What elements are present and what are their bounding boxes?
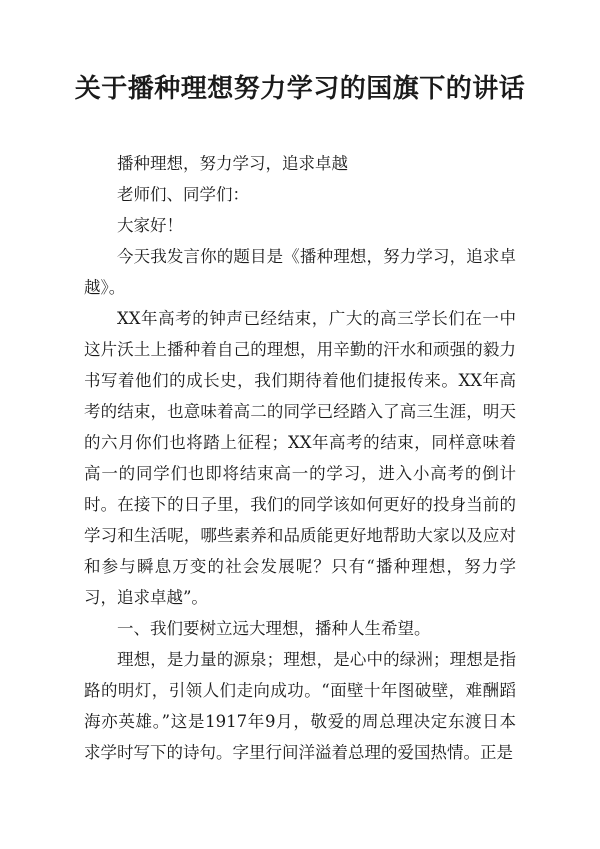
paragraph-section-heading: 一、我们要树立远大理想，播种人生希望。 <box>117 619 431 638</box>
paragraph-greeting: 大家好！ <box>117 216 183 235</box>
paragraph-salutation: 老师们、同学们： <box>117 185 249 204</box>
paragraph-topic: 今天我发言你的题目是《播种理想，努力学习，追求卓越》。 <box>84 247 516 297</box>
paragraph-body: XX年高考的钟声已经结束，广大的高三学长们在一中这片沃土上播种着自己的理想，用辛勤的汗水和顽强的毅力书写着他们的成长史，我们期待着他们捷报传来。XX年高考的结束，也意味着高二的同学已经踏入了高三生涯，明天的六月你们也将踏上征程；XX年高考的结束，同样意味着高一的同学们也即将结束高一的学习，进入小高考的倒计时。在接下的日子里，我们的同学该如何更好的投身当前的学习和生活呢，哪些素养和品质能更好地帮助大家以及应对和参与瞬息万变的社会发展呢？只有“播种理想，努力学习，追求卓越”。 <box>84 309 516 607</box>
document-body <box>84 148 516 768</box>
paragraph-body: 理想，是力量的源泉；理想，是心中的绿洲；理想是指路的明灯，引领人们走向成功。“面壁十年图破壁，难酬蹈海亦英雄。”这是1917年9月，敬爱的周总理决定东渡日本求学时写下的诗句。字里行间洋溢着总理的爱国热情。正是 <box>84 650 516 762</box>
paragraph-subtitle: 播种理想，努力学习，追求卓越 <box>117 154 348 173</box>
document-title: 关于播种理想努力学习的国旗下的讲话 <box>74 74 526 104</box>
